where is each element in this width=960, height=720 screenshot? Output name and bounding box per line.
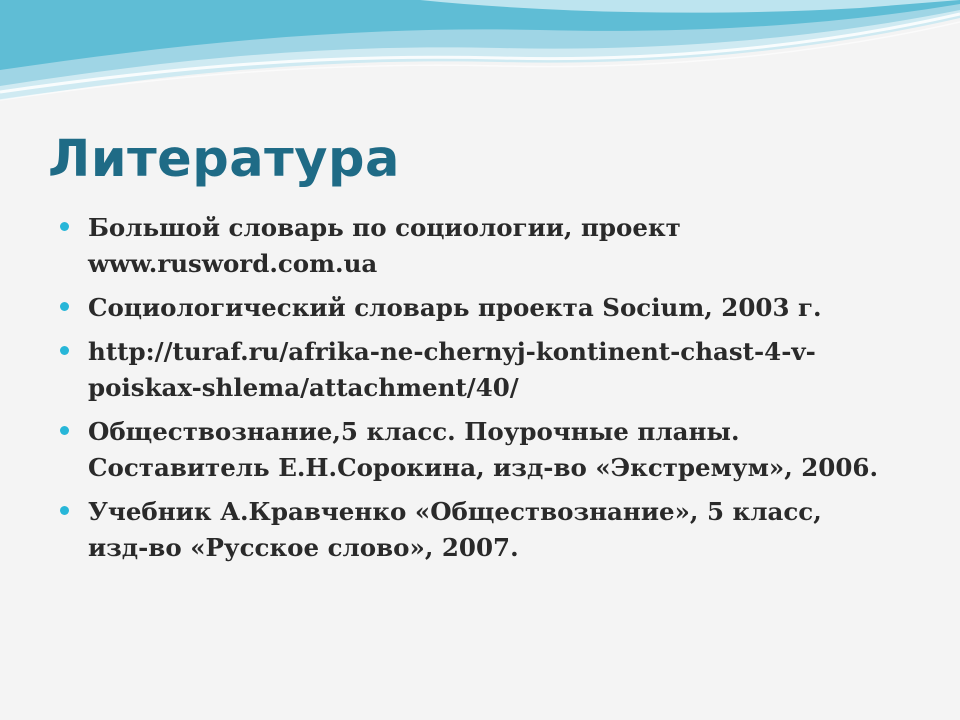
list-item-text: Обществознание,5 класс. Поурочные планы. Составитель Е.Н.Сорокина, изд-во «Экстремум», 2006. bbox=[88, 417, 878, 482]
list-item-text: http://turaf.ru/afrika-ne-chernyj-kontinent-chast-4-v-poiskax-shlema/attachment/40/ bbox=[88, 337, 816, 402]
list-item bbox=[60, 210, 890, 282]
list-item-text: Учебник А.Кравченко «Обществознание», 5 класс, изд-во «Русское слово», 2007. bbox=[88, 497, 822, 562]
bullet-icon bbox=[60, 302, 69, 311]
list-item bbox=[60, 414, 890, 486]
bullet-icon bbox=[60, 222, 69, 231]
slide-title: Литература bbox=[48, 130, 400, 189]
list-item bbox=[60, 494, 890, 566]
list-item bbox=[60, 290, 890, 326]
wave-decoration bbox=[0, 0, 960, 130]
list-item-text: Большой словарь по социологии, проект www.rusword.com.ua bbox=[88, 213, 681, 278]
list-item bbox=[60, 334, 890, 406]
bullet-list bbox=[60, 210, 890, 574]
list-item-text: Социологический словарь проекта Socium, 2003 г. bbox=[88, 293, 822, 322]
bullet-icon bbox=[60, 426, 69, 435]
bullet-icon bbox=[60, 506, 69, 515]
bullet-icon bbox=[60, 346, 69, 355]
